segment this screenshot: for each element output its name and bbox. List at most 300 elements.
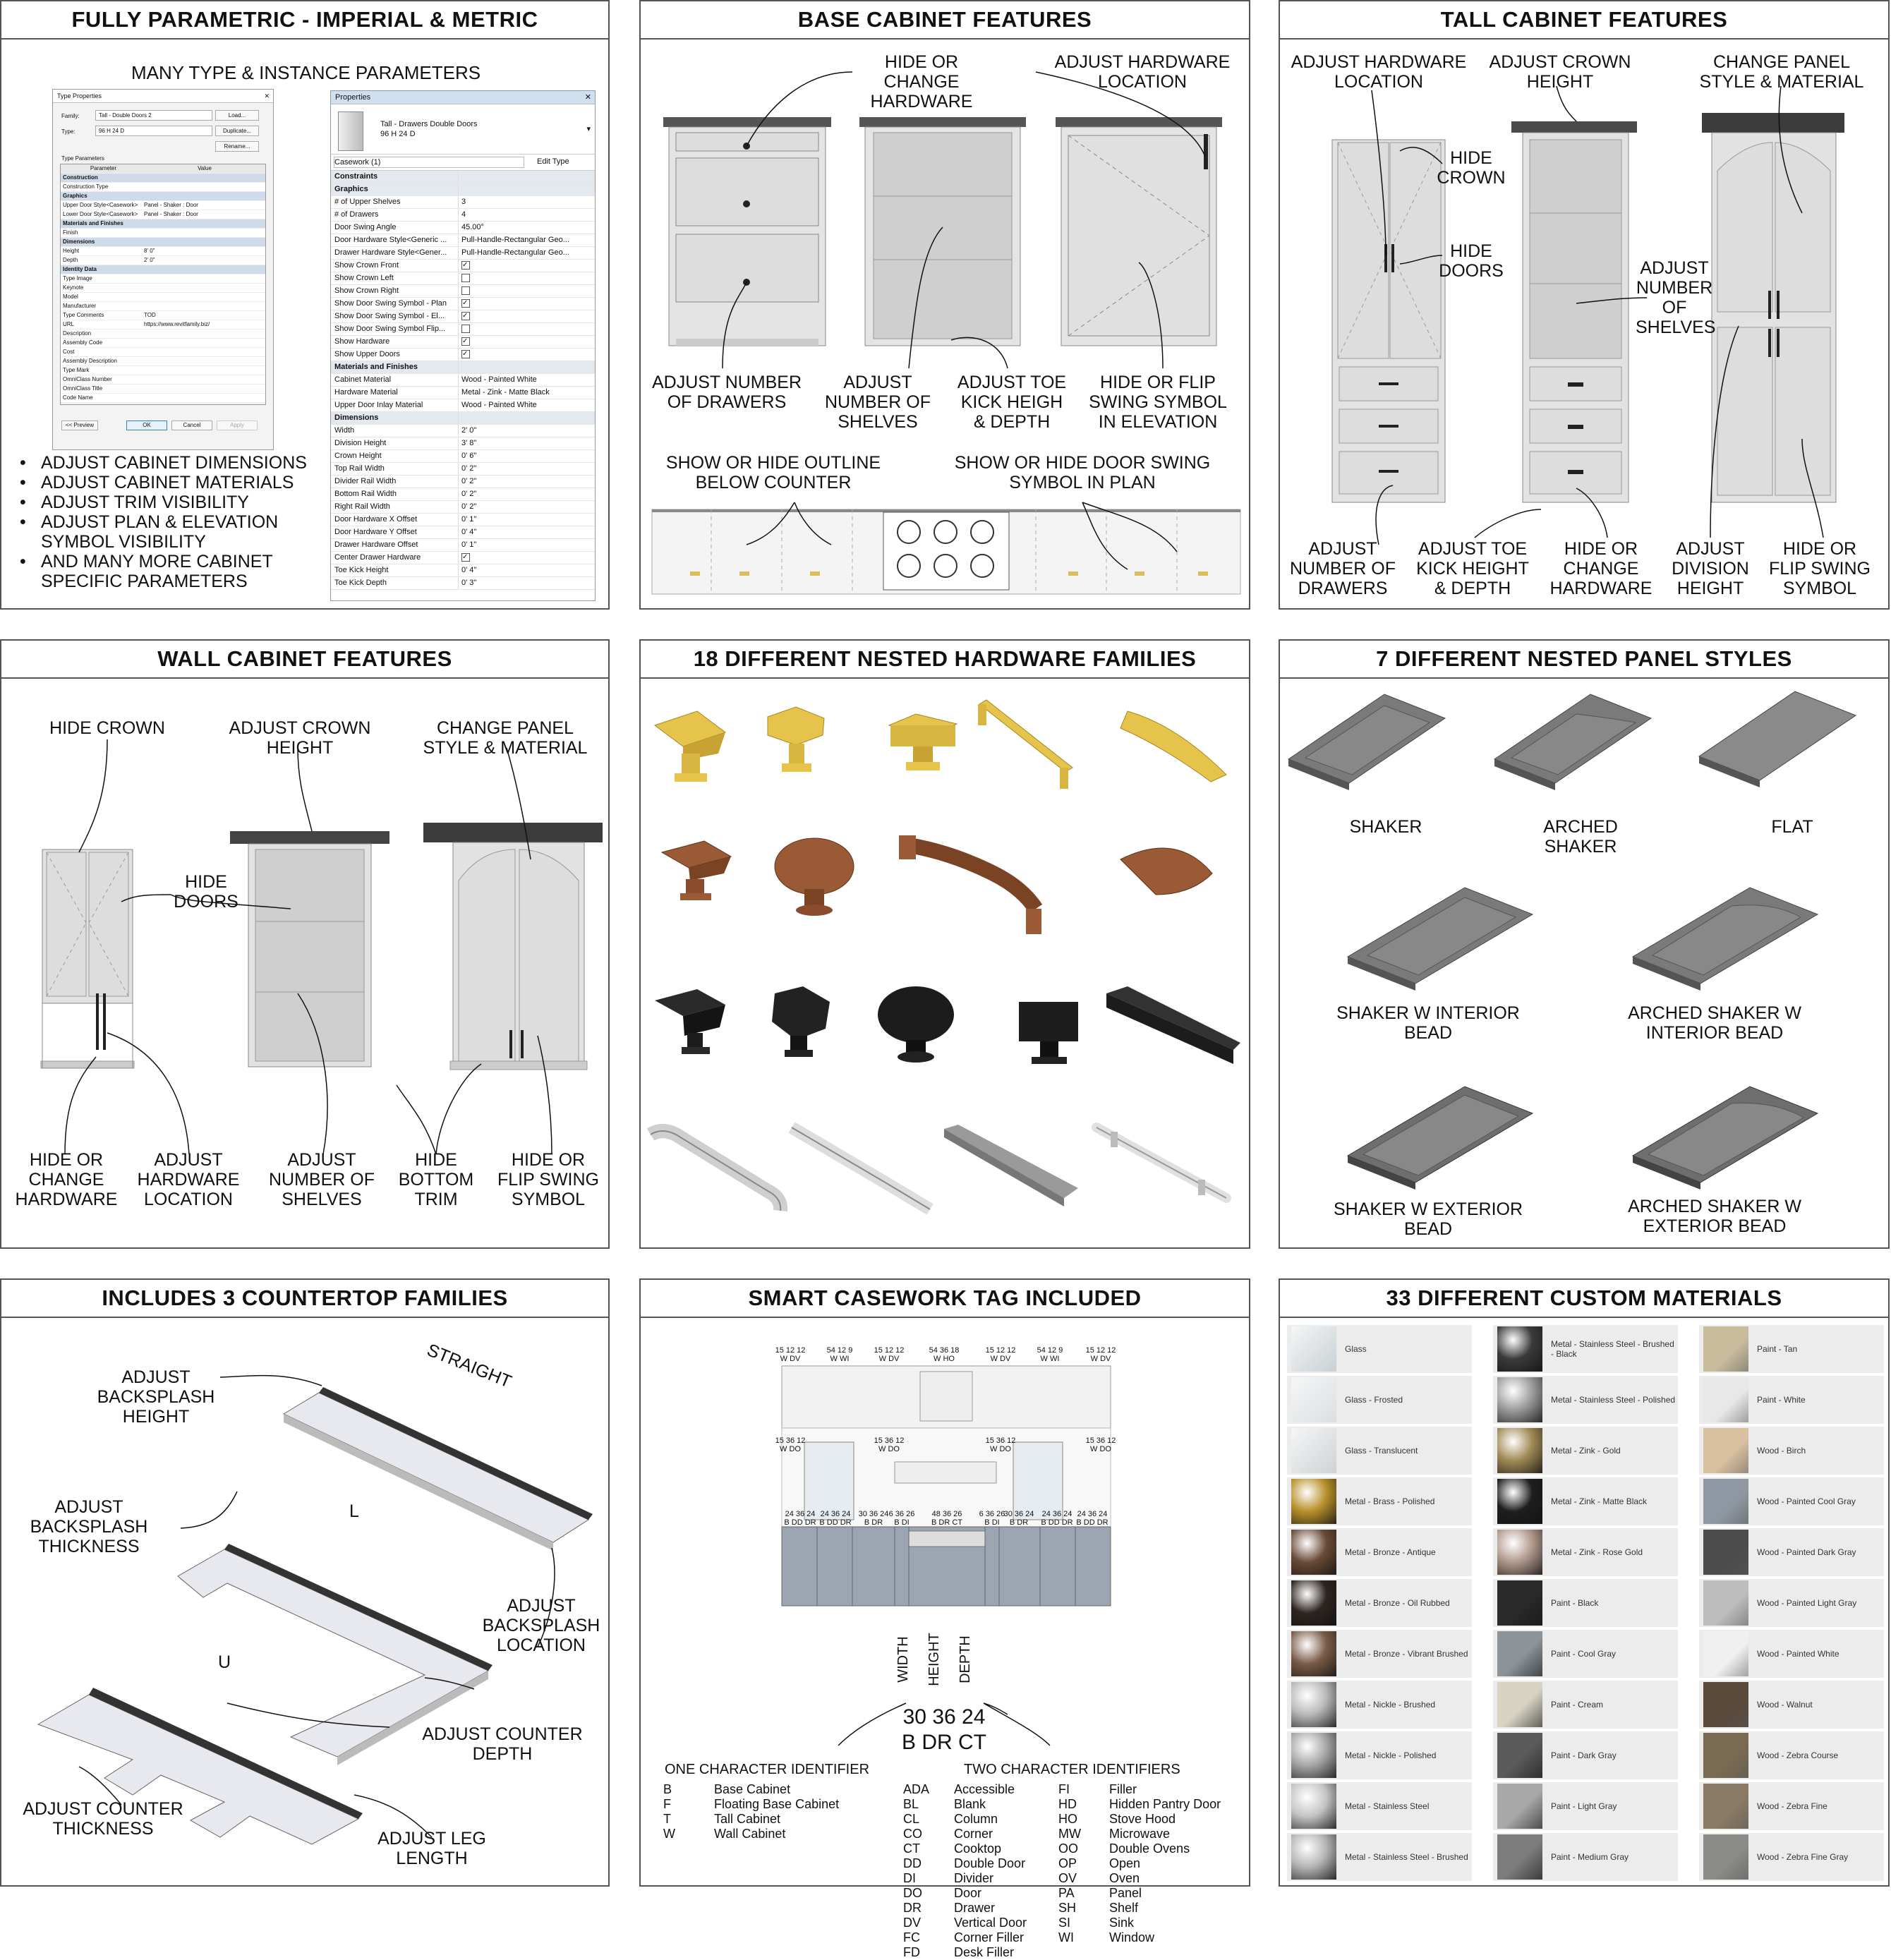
label-flip-swing-symbol: HIDE OR FLIP SWING SYMBOL: [1768, 539, 1871, 598]
property-row: [331, 552, 595, 564]
casework-tag: 24 36 24 B DD DR: [1041, 1510, 1073, 1527]
material-name: Metal - Stainless Steel: [1345, 1801, 1430, 1811]
label-adjust-number-shelves: ADJUST NUMBER OF SHELVES: [269, 1150, 375, 1209]
type-select[interactable]: 96 H 24 D: [95, 126, 212, 136]
label-hide-change-hardware: HIDE OR CHANGE HARDWARE: [15, 1150, 118, 1209]
label-change-panel-style: CHANGE PANEL STYLE & MATERIAL: [423, 718, 588, 758]
edit-type-button[interactable]: Edit Type: [537, 157, 569, 166]
close-icon[interactable]: ✕: [264, 92, 270, 99]
material-swatch-item[interactable]: [1287, 1528, 1472, 1576]
checkbox[interactable]: [461, 299, 470, 308]
param-value[interactable]: Panel - Shaker : Door: [144, 211, 198, 217]
identifier-meaning: Double Door: [954, 1856, 1026, 1870]
identifier-code: F: [663, 1797, 671, 1811]
label-counter-thickness: ADJUST COUNTER THICKNESS: [23, 1799, 183, 1839]
material-swatch-item[interactable]: [1493, 1630, 1678, 1678]
property-row: [331, 425, 595, 437]
cancel-button[interactable]: Cancel: [171, 421, 212, 430]
bronze-pull-handle: [899, 835, 1041, 934]
param-value[interactable]: [144, 293, 265, 301]
param-value[interactable]: [144, 274, 265, 283]
material-swatch: [1703, 1834, 1748, 1880]
identifier-code: FC: [903, 1930, 920, 1944]
property-row: [331, 247, 595, 260]
material-swatch-item[interactable]: [1493, 1528, 1678, 1576]
identifier-code: OV: [1058, 1871, 1077, 1885]
label-adjust-number-drawers: ADJUST NUMBER OF DRAWERS: [651, 373, 802, 412]
identifier-code: ADA: [903, 1782, 930, 1796]
property-value[interactable]: [459, 349, 595, 361]
param-name: Identity Data: [63, 266, 97, 272]
property-value[interactable]: 0' 3": [461, 579, 477, 587]
identifier-code: FD: [903, 1945, 920, 1959]
param-value: [144, 238, 265, 246]
property-value[interactable]: 45.00°: [461, 223, 484, 231]
material-name: Metal - Stainless Steel - Brushed - Black: [1551, 1339, 1674, 1359]
identifier-code: DR: [903, 1901, 922, 1915]
material-swatch-item[interactable]: [1699, 1325, 1884, 1373]
type-properties-dialog: [52, 89, 274, 450]
material-swatch-item[interactable]: [1287, 1325, 1472, 1373]
material-swatch-item[interactable]: [1699, 1782, 1884, 1830]
chevron-down-icon[interactable]: ▾: [586, 125, 591, 133]
identifier-code: DO: [903, 1886, 922, 1900]
property-name: Width: [331, 425, 459, 437]
table-row: [61, 256, 265, 265]
property-value[interactable]: [459, 260, 595, 272]
axis-label-width: WIDTH: [895, 1636, 911, 1683]
property-row: [331, 437, 595, 450]
property-value[interactable]: Wood - Painted White: [461, 375, 537, 384]
checkbox[interactable]: [461, 553, 470, 562]
identifier-code: B: [663, 1782, 672, 1796]
casework-tag: 30 36 24 B DR: [858, 1510, 889, 1527]
panel-arched-shaker-exterior-bead: [1633, 1087, 1818, 1190]
property-value[interactable]: 4: [461, 210, 466, 219]
preview-button[interactable]: << Preview: [61, 421, 98, 430]
panel-countertops: [0, 1278, 610, 1887]
checkbox[interactable]: [461, 261, 470, 270]
identifier-meaning: Corner: [954, 1827, 993, 1841]
property-value[interactable]: 3' 8": [461, 439, 477, 447]
countertop-straight: [284, 1387, 593, 1551]
property-value[interactable]: 0' 4": [461, 528, 477, 536]
checkbox[interactable]: [461, 286, 470, 295]
table-row: [61, 375, 265, 385]
identifier-meaning: Oven: [1109, 1871, 1140, 1885]
material-name: Metal - Zink - Gold: [1551, 1446, 1621, 1456]
param-name: Assembly Description: [63, 358, 117, 364]
label-adjust-crown-height: ADJUST CROWN HEIGHT: [229, 718, 371, 758]
property-row: [331, 501, 595, 514]
property-value[interactable]: 0' 2": [461, 490, 477, 498]
identifier-code: CL: [903, 1812, 920, 1826]
tag-code: B DR CT: [902, 1731, 986, 1754]
identifier-row: [1058, 1886, 1142, 1901]
identifier-meaning: Column: [954, 1812, 998, 1826]
countertop-name-l: L: [349, 1501, 359, 1521]
identifier-code: FI: [1058, 1782, 1070, 1796]
param-value[interactable]: [144, 366, 265, 375]
param-name: OmniClass Number: [63, 376, 112, 382]
property-value: [459, 183, 595, 195]
family-select[interactable]: Tall - Double Doors 2: [95, 110, 212, 121]
material-swatch: [1703, 1580, 1748, 1626]
material-swatch-item[interactable]: [1287, 1731, 1472, 1779]
material-swatch-item[interactable]: [1287, 1833, 1472, 1881]
material-swatch-item[interactable]: [1287, 1477, 1472, 1525]
material-swatch-item[interactable]: [1493, 1731, 1678, 1779]
identifier-row: [903, 1782, 1015, 1797]
property-name: Drawer Hardware Style<Gener...: [331, 247, 459, 259]
material-swatch-item[interactable]: [1699, 1630, 1884, 1678]
table-row: [61, 357, 265, 366]
casework-tag: 15 36 12 W DO: [775, 1436, 806, 1453]
param-name: Construction Type: [63, 183, 109, 190]
property-value[interactable]: [459, 272, 595, 284]
label-flip-swing-symbol: HIDE OR FLIP SWING SYMBOL: [497, 1150, 599, 1209]
checkbox[interactable]: [461, 325, 470, 333]
label-backsplash-thickness: ADJUST BACKSPLASH THICKNESS: [30, 1497, 148, 1556]
identifier-row: [903, 1856, 1025, 1871]
table-row: [61, 219, 265, 229]
material-name: Glass - Frosted: [1345, 1395, 1403, 1405]
tag-numbers: 30 36 24: [902, 1705, 986, 1729]
material-swatch: [1291, 1834, 1336, 1880]
material-name: Wood - Painted White: [1757, 1649, 1839, 1659]
material-swatch-item[interactable]: [1287, 1376, 1472, 1424]
panel-shaker-interior-bead: [1348, 888, 1533, 991]
identifier-code: HO: [1058, 1812, 1077, 1826]
property-value[interactable]: [459, 285, 595, 297]
material-name: Metal - Bronze - Oil Rubbed: [1345, 1598, 1450, 1608]
identifier-code: HD: [1058, 1797, 1077, 1811]
property-name: Door Swing Angle: [331, 222, 459, 234]
table-row: [61, 210, 265, 219]
label-adjust-toe-kick: ADJUST TOE KICK HEIGH & DEPTH: [957, 373, 1067, 432]
param-value[interactable]: [144, 183, 265, 191]
param-name: Materials and Finishes: [63, 220, 123, 226]
identifier-row: [903, 1945, 1014, 1960]
table-row: [61, 274, 265, 284]
panel-subtitle: MANY TYPE & INSTANCE PARAMETERS: [131, 62, 481, 83]
property-value[interactable]: Wood - Painted White: [461, 401, 537, 409]
close-icon[interactable]: ✕: [584, 93, 591, 102]
table-row: [61, 284, 265, 293]
identifier-row: [1058, 1871, 1140, 1886]
material-swatch-item[interactable]: [1493, 1681, 1678, 1729]
property-name: Cabinet Material: [331, 374, 459, 386]
identifier-code: DI: [903, 1871, 916, 1885]
material-swatch-item[interactable]: [1493, 1325, 1678, 1373]
black-knob-hex: [772, 986, 830, 1057]
material-swatch: [1497, 1326, 1542, 1372]
param-name: Type Comments: [63, 312, 104, 318]
label-adjust-crown-height: ADJUST CROWN HEIGHT: [1489, 52, 1631, 92]
material-name: Wood - Painted Dark Gray: [1757, 1547, 1856, 1557]
material-swatch-item[interactable]: [1493, 1782, 1678, 1830]
identifier-meaning: Floating Base Cabinet: [714, 1797, 840, 1811]
material-name: Paint - Light Gray: [1551, 1801, 1617, 1811]
property-value[interactable]: 0' 1": [461, 540, 477, 549]
material-swatch-item[interactable]: [1699, 1477, 1884, 1525]
param-name: Type Mark: [63, 367, 90, 373]
material-swatch: [1703, 1631, 1748, 1676]
material-name: Paint - Medium Gray: [1551, 1852, 1629, 1862]
property-value[interactable]: 0' 4": [461, 566, 477, 574]
property-name: Materials and Finishes: [331, 361, 459, 373]
table-row: [61, 238, 265, 247]
brass-knob-pyramid: [889, 714, 957, 770]
panel-name-shaker-interior-bead: SHAKER W INTERIOR BEAD: [1336, 1003, 1520, 1043]
material-swatch-item[interactable]: [1699, 1376, 1884, 1424]
property-value[interactable]: 0' 6": [461, 452, 477, 460]
checkbox[interactable]: [461, 337, 470, 346]
duplicate-button[interactable]: Duplicate...: [215, 126, 259, 136]
material-swatch-item[interactable]: [1287, 1681, 1472, 1729]
family-name: Tall - Drawers Double Doors: [380, 120, 478, 128]
property-name: Show Door Swing Symbol Flip...: [331, 323, 459, 335]
identifier-code: SI: [1058, 1916, 1071, 1930]
label-adjust-division-height: ADJUST DIVISION HEIGHT: [1672, 539, 1749, 598]
property-name: Hardware Material: [331, 387, 459, 399]
panel-hardware-families: [639, 639, 1250, 1249]
load-button[interactable]: Load...: [215, 110, 259, 121]
material-swatch-item[interactable]: [1699, 1731, 1884, 1779]
property-name: Drawer Hardware Offset: [331, 539, 459, 551]
param-value[interactable]: [144, 375, 265, 384]
param-value[interactable]: [144, 284, 265, 292]
material-swatch-item[interactable]: [1699, 1681, 1884, 1729]
property-value[interactable]: [459, 298, 595, 310]
table-row: [61, 293, 265, 302]
material-swatch: [1703, 1733, 1748, 1778]
material-swatch-item[interactable]: [1287, 1579, 1472, 1627]
material-swatch: [1497, 1580, 1542, 1626]
param-name: Graphics: [63, 193, 87, 199]
param-name: Construction: [63, 174, 98, 181]
apply-button[interactable]: Apply: [217, 421, 258, 430]
panel-title: BASE CABINET FEATURES: [641, 1, 1249, 40]
table-row: [61, 265, 265, 274]
rename-button[interactable]: Rename...: [215, 141, 259, 152]
table-row: [61, 339, 265, 348]
table-row: [61, 192, 265, 201]
param-name: Type Image: [63, 275, 92, 282]
casework-tag: 6 36 26 B DI: [888, 1510, 915, 1527]
identifier-row: [903, 1871, 993, 1886]
panel-title: WALL CABINET FEATURES: [1, 641, 608, 679]
panel-title: 7 DIFFERENT NESTED PANEL STYLES: [1280, 641, 1888, 679]
property-value[interactable]: Pull-Handle-Rectangular Geo...: [461, 248, 569, 257]
table-row: [61, 229, 265, 238]
param-value[interactable]: [144, 329, 265, 338]
property-value[interactable]: 3: [461, 198, 466, 206]
material-swatch-item[interactable]: [1699, 1427, 1884, 1475]
material-swatch-item[interactable]: [1493, 1427, 1678, 1475]
identifier-row: [903, 1901, 995, 1916]
label-adjust-toe-kick: ADJUST TOE KICK HEIGHT & DEPTH: [1416, 539, 1529, 598]
label-adjust-number-shelves: ADJUST NUMBER OF SHELVES: [1636, 258, 1716, 337]
identifier-meaning: Panel: [1109, 1886, 1142, 1900]
material-swatch-item[interactable]: [1699, 1579, 1884, 1627]
param-value[interactable]: [144, 385, 265, 393]
identifier-meaning: Sink: [1109, 1916, 1135, 1930]
material-swatch-item[interactable]: [1287, 1427, 1472, 1475]
material-swatch-item[interactable]: [1699, 1833, 1884, 1881]
param-value[interactable]: https://www.revitfamily.biz/: [144, 321, 210, 327]
param-value[interactable]: [144, 339, 265, 347]
param-name: OmniClass Title: [63, 385, 103, 392]
material-name: Wood - Zebra Course: [1757, 1750, 1839, 1760]
property-row: [331, 349, 595, 361]
material-swatch-item[interactable]: [1493, 1579, 1678, 1627]
identifier-meaning: Microwave: [1109, 1827, 1171, 1841]
material-swatch-item[interactable]: [1493, 1833, 1678, 1881]
property-name: Graphics: [331, 183, 459, 195]
material-swatch-item[interactable]: [1287, 1782, 1472, 1830]
identifier-meaning: Divider: [954, 1871, 994, 1885]
material-swatch: [1291, 1428, 1336, 1473]
ok-button[interactable]: OK: [126, 421, 167, 430]
property-name: Show Upper Doors: [331, 349, 459, 361]
identifier-meaning: Double Ovens: [1109, 1841, 1190, 1856]
param-value[interactable]: [144, 357, 265, 365]
property-row: [331, 488, 595, 501]
property-value[interactable]: 0' 2": [461, 477, 477, 485]
param-value[interactable]: 2' 0": [144, 257, 155, 263]
material-swatch: [1703, 1682, 1748, 1727]
identifier-row: [1058, 1930, 1154, 1945]
identifier-code: BL: [903, 1797, 919, 1811]
identifier-meaning: Blank: [954, 1797, 986, 1811]
bullet-item: • ADJUST PLAN & ELEVATION SYMBOL VISIBILITY: [16, 512, 307, 552]
param-value[interactable]: [144, 348, 265, 356]
param-name: Assembly Code: [63, 339, 103, 346]
material-name: Paint - Tan: [1757, 1344, 1798, 1354]
table-row: [61, 183, 265, 192]
param-name: Finish: [63, 229, 78, 236]
param-value[interactable]: 8' 0": [144, 248, 155, 254]
label-door-swing-plan: SHOW OR HIDE DOOR SWING SYMBOL IN PLAN: [954, 453, 1211, 492]
param-value[interactable]: [144, 229, 265, 237]
property-value[interactable]: 0' 2": [461, 464, 477, 473]
brass-knob-hex: [768, 707, 824, 772]
checkbox[interactable]: [461, 274, 470, 282]
property-grid: [331, 171, 595, 590]
property-value: [459, 361, 595, 373]
table-row: [61, 366, 265, 375]
material-swatch: [1291, 1479, 1336, 1524]
identifier-meaning: Shelf: [1109, 1901, 1139, 1915]
property-row: [331, 171, 595, 183]
property-value[interactable]: 0' 2": [461, 502, 477, 511]
property-value[interactable]: [459, 323, 595, 335]
panel-arched-shaker-interior-bead: [1633, 888, 1818, 991]
identifier-code: OP: [1058, 1856, 1077, 1870]
bullet-item: • ADJUST TRIM VISIBILITY: [16, 492, 307, 512]
param-name: Keynote: [63, 284, 84, 291]
panel-name-arched-exterior-bead: ARCHED SHAKER W EXTERIOR BEAD: [1628, 1197, 1801, 1236]
property-row: [331, 399, 595, 412]
param-name: Height: [63, 248, 80, 254]
checkbox[interactable]: [461, 312, 470, 320]
property-name: Division Height: [331, 437, 459, 449]
property-name: Center Drawer Hardware: [331, 552, 459, 564]
property-value[interactable]: 0' 1": [461, 515, 477, 524]
material-swatch: [1497, 1682, 1542, 1727]
property-value[interactable]: Metal - Zink - Matte Black: [461, 388, 550, 397]
material-swatch: [1291, 1377, 1336, 1422]
identifier-code: DD: [903, 1856, 922, 1870]
two-char-heading: TWO CHARACTER IDENTIFIERS: [964, 1762, 1180, 1777]
material-name: Metal - Bronze - Vibrant Brushed: [1345, 1649, 1468, 1659]
material-name: Wood - Painted Light Gray: [1757, 1598, 1857, 1608]
property-value[interactable]: [459, 310, 595, 322]
material-swatch-item[interactable]: [1493, 1477, 1678, 1525]
property-value[interactable]: Pull-Handle-Rectangular Geo...: [461, 236, 569, 244]
identifier-meaning: Door: [954, 1886, 982, 1900]
material-name: Metal - Stainless Steel - Brushed: [1345, 1852, 1468, 1862]
label-hide-doors: HIDE DOORS: [174, 872, 238, 912]
material-swatch: [1497, 1784, 1542, 1829]
material-swatch-item[interactable]: [1287, 1630, 1472, 1678]
param-value[interactable]: Panel - Shaker : Door: [144, 202, 198, 208]
identifier-meaning: Open: [1109, 1856, 1141, 1870]
material-swatch: [1291, 1530, 1336, 1575]
countertop-name-u: U: [217, 1652, 231, 1672]
label-hide-bottom-trim: HIDE BOTTOM TRIM: [398, 1150, 474, 1209]
material-name: Metal - Nickle - Brushed: [1345, 1700, 1436, 1710]
material-name: Wood - Painted Cool Gray: [1757, 1496, 1856, 1506]
param-value[interactable]: [144, 302, 265, 310]
material-swatch: [1497, 1479, 1542, 1524]
identifier-meaning: Accessible: [954, 1782, 1015, 1796]
property-name: Show Door Swing Symbol - El...: [331, 310, 459, 322]
identifier-code: SH: [1058, 1901, 1077, 1915]
param-value[interactable]: TOD: [144, 312, 156, 318]
material-name: Metal - Bronze - Antique: [1345, 1547, 1436, 1557]
property-value[interactable]: [459, 552, 595, 564]
axis-label-depth: DEPTH: [957, 1635, 973, 1683]
param-name: Dimensions: [63, 238, 95, 245]
material-swatch: [1291, 1326, 1336, 1372]
property-row: [331, 526, 595, 539]
material-swatch: [1291, 1784, 1336, 1829]
steel-pull-arch: [651, 1131, 780, 1211]
brass-cup-pull: [1120, 711, 1226, 782]
casework-tag: 30 36 24 B DR: [1003, 1510, 1034, 1527]
material-swatch-item[interactable]: [1493, 1376, 1678, 1424]
material-name: Paint - White: [1757, 1395, 1806, 1405]
panel-title: FULLY PARAMETRIC - IMPERIAL & METRIC: [1, 1, 608, 40]
material-swatch-item[interactable]: [1699, 1528, 1884, 1576]
property-value: [459, 171, 595, 183]
material-swatch: [1703, 1530, 1748, 1575]
property-row: [331, 564, 595, 577]
category-selector[interactable]: Casework (1): [334, 157, 524, 168]
property-row: [331, 209, 595, 222]
property-value[interactable]: 2' 0": [461, 426, 477, 435]
identifier-code: CT: [903, 1841, 920, 1856]
panel-style-drawings: [1280, 641, 1891, 1250]
property-value[interactable]: [459, 336, 595, 348]
bullet-item: • ADJUST CABINET MATERIALS: [16, 473, 307, 492]
param-value[interactable]: [144, 394, 265, 402]
checkbox[interactable]: [461, 350, 470, 358]
param-value: [144, 219, 265, 228]
one-char-heading: ONE CHARACTER IDENTIFIER: [665, 1762, 870, 1777]
